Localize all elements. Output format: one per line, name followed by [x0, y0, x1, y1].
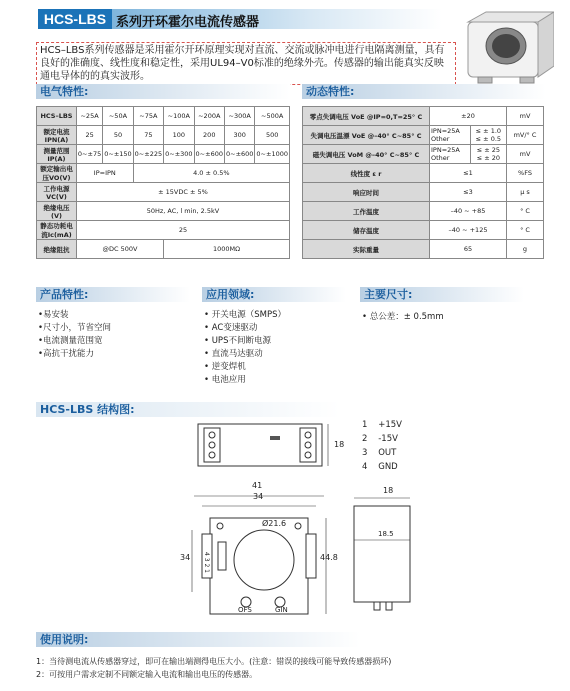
- section-usage: 使用说明:: [36, 632, 360, 647]
- row-label: 零点失调电压 VoE @IP=0,T=25° C: [303, 107, 430, 126]
- table-row: [303, 221, 544, 240]
- list-item: •电流测量范围宽: [38, 336, 103, 346]
- dimension-text: • 总公差：± 0.5mm: [362, 312, 444, 322]
- table-cell: 0~±75: [76, 145, 102, 164]
- section-structure: HCS-LBS 结构图:: [36, 402, 340, 417]
- row-label: 线性度 ε r: [303, 164, 430, 183]
- row-label: 磁失调电压 VoM @–40° C~85° C: [303, 145, 430, 164]
- pin-row: [362, 446, 402, 460]
- sub-value: ≤ ± 0.5: [475, 135, 502, 143]
- table-row: [37, 221, 290, 240]
- row-label: 测量范围IP(A): [37, 145, 77, 164]
- row-label: 工作温度: [303, 202, 430, 221]
- sub-label: Other: [431, 135, 450, 143]
- pin-number: 3: [362, 448, 368, 458]
- table-cell: @DC 500V: [76, 240, 163, 259]
- dim-18-top: 18: [334, 440, 345, 449]
- table-cell: 75: [133, 126, 163, 145]
- row-label: 静态功耗电流Ic(mA): [37, 221, 77, 240]
- unit-cell: ° C: [507, 202, 544, 221]
- unit-cell: mV: [507, 107, 544, 126]
- ofs-label: OFS: [238, 606, 252, 614]
- dim-34-top: 34: [253, 492, 264, 501]
- side-view-drawing: [350, 494, 420, 614]
- unit-cell: mV: [507, 145, 544, 164]
- row-label: 失调电压温漂 VoE @–40° C~85° C: [303, 126, 430, 145]
- list-item: •高抗干扰能力: [38, 349, 95, 359]
- pin-name: -15V: [378, 434, 398, 444]
- section-dimension: 主要尺寸:: [360, 287, 524, 302]
- dynamic-table: [302, 106, 544, 259]
- table-cell: 100: [164, 126, 194, 145]
- table-row: [303, 107, 544, 126]
- table-cell: –40 ~ +125: [430, 221, 507, 240]
- unit-cell: μ s: [507, 183, 544, 202]
- row-label: 绝缘电压(V): [37, 202, 77, 221]
- section-application: 应用领域:: [202, 287, 346, 302]
- sub-label: Other: [431, 154, 450, 162]
- dim-18-5: 18.5: [378, 530, 394, 538]
- table-cell: 500: [255, 126, 290, 145]
- row-label: 额定电流IPN(A): [37, 126, 77, 145]
- table-row: [37, 145, 290, 164]
- model-cell: ~500A: [255, 107, 290, 126]
- sub-label: IPN=25A: [431, 127, 460, 135]
- list-item: • 直流马达驱动: [204, 349, 263, 359]
- pin-row: [362, 460, 402, 474]
- model-cell: ~50A: [103, 107, 133, 126]
- dim-41: 41: [252, 481, 263, 490]
- table-row: [303, 183, 544, 202]
- section-electrical: 电气特性:: [36, 84, 290, 99]
- list-item: •尺寸小，节省空间: [38, 323, 112, 333]
- table-cell: ± 15VDC ± 5%: [76, 183, 289, 202]
- sensor-photo: [458, 8, 554, 88]
- model-label: HCS–LBS: [37, 107, 77, 126]
- table-cell: ≤1: [430, 164, 507, 183]
- model-cell: ~200A: [194, 107, 224, 126]
- table-cell: 300: [224, 126, 254, 145]
- unit-cell: ° C: [507, 221, 544, 240]
- row-label: 响应时间: [303, 183, 430, 202]
- model-cell: ~300A: [224, 107, 254, 126]
- list-item: 2：可按用户需求定制不同额定输入电流和输出电压的传感器。: [36, 670, 258, 679]
- table-cell: ≤3: [430, 183, 507, 202]
- sub-value: ≤ ± 25: [476, 146, 501, 154]
- table-cell: 4.0 ± 0.5%: [133, 164, 289, 183]
- dim-diameter: Ø21.6: [262, 519, 287, 528]
- usage-notes: [36, 655, 556, 681]
- list-item: • AC变速驱动: [204, 323, 258, 333]
- table-row: [303, 126, 544, 145]
- pin-number-label: 4 3 2 1: [203, 552, 210, 573]
- table-cell: IP=IPN: [76, 164, 133, 183]
- sub-value: ≤ ± 1.0: [475, 127, 502, 135]
- table-row: [303, 202, 544, 221]
- section-dynamic: 动态特性:: [302, 84, 546, 99]
- pin-row: [362, 432, 402, 446]
- table-cell: 25: [76, 221, 289, 240]
- table-row: [37, 164, 290, 183]
- table-row: [37, 107, 290, 126]
- pin-row: [362, 418, 402, 432]
- row-label: 实际重量: [303, 240, 430, 259]
- list-item: • 开关电源（SMPS）: [204, 310, 286, 320]
- section-product: 产品特性:: [36, 287, 190, 302]
- model-cell: ~75A: [133, 107, 163, 126]
- pin-name: OUT: [378, 448, 397, 458]
- dim-44-8: 44.8: [320, 553, 338, 562]
- pin-number: 1: [362, 420, 368, 430]
- table-row: [303, 240, 544, 259]
- list-item: •易安装: [38, 310, 69, 320]
- table-cell: 65: [430, 240, 507, 259]
- electrical-table: [36, 106, 290, 259]
- list-item: • UPS不间断电源: [204, 336, 271, 346]
- table-row: [37, 240, 290, 259]
- sub-label: IPN=25A: [431, 146, 460, 154]
- page-title: 系列开环霍尔电流传感器: [116, 15, 260, 30]
- table-row: [37, 183, 290, 202]
- table-row: [37, 126, 290, 145]
- table-cell: 1000MΩ: [164, 240, 290, 259]
- list-item: 1：当待测电流从传感器穿过，即可在输出端测得电压大小。(注意：错误的接线可能导致传感器损坏): [36, 657, 392, 666]
- unit-cell: g: [507, 240, 544, 259]
- row-label: 额定输出电压VO(V): [37, 164, 77, 183]
- unit-cell: %FS: [507, 164, 544, 183]
- table-cell: 50Hz, AC, l min, 2.5kV: [76, 202, 289, 221]
- pin-number: 2: [362, 434, 368, 444]
- table-cell: 25: [76, 126, 102, 145]
- table-row: [303, 145, 544, 164]
- table-cell: 0~±600: [224, 145, 254, 164]
- product-features-list: [38, 309, 111, 361]
- table-row: [37, 202, 290, 221]
- table-row: [303, 164, 544, 183]
- table-cell: 0~±300: [164, 145, 194, 164]
- list-item: • 电池应用: [204, 375, 246, 385]
- pin-name: +15V: [378, 420, 402, 430]
- model-cell: ~25A: [76, 107, 102, 126]
- table-cell: –40 ~ +85: [430, 202, 507, 221]
- table-cell: 0~±225: [133, 145, 163, 164]
- pin-number: 4: [362, 462, 368, 472]
- row-label: 工作电源VC(V): [37, 183, 77, 202]
- unit-cell: mV/° C: [507, 126, 544, 145]
- dim-34-left: 34: [180, 553, 191, 562]
- dim-18-side: 18: [383, 486, 394, 495]
- top-view-drawing: [190, 418, 350, 480]
- sub-value: ≤ ± 20: [476, 154, 501, 162]
- table-cell: 0~±1000: [255, 145, 290, 164]
- table-cell: 0~±600: [194, 145, 224, 164]
- intro-text: HCS–LBS系列传感器是采用霍尔开环原理实现对直流、交流或脉冲电进行电隔离测量，具有良好的准确度、线性度和稳定性，采用UL94–V0标准的绝缘外壳。传感器的输出能真实反映通电导体的的真实波形。: [36, 42, 456, 85]
- row-label: 储存温度: [303, 221, 430, 240]
- row-label: 绝缘阻抗: [37, 240, 77, 259]
- gin-label: GIN: [275, 606, 288, 614]
- applications-list: [204, 309, 286, 387]
- table-cell: ±20: [430, 107, 507, 126]
- pin-list: [362, 418, 402, 474]
- list-item: • 逆变焊机: [204, 362, 246, 372]
- pin-name: GND: [378, 462, 398, 472]
- model-cell: ~100A: [164, 107, 194, 126]
- table-cell: 50: [103, 126, 133, 145]
- product-badge: HCS-LBS: [38, 9, 112, 29]
- table-cell: 0~±150: [103, 145, 133, 164]
- table-cell: 200: [194, 126, 224, 145]
